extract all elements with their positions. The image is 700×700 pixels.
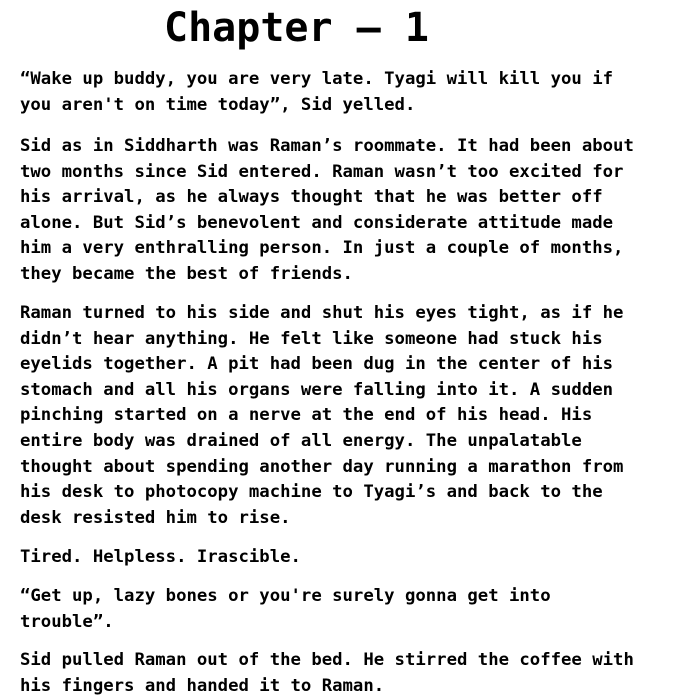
paragraph-5 <box>20 584 690 635</box>
paragraph-line: “Get up, lazy bones or you're surely gonna get into <box>20 586 551 606</box>
paragraph-line: stomach and all his organs were falling into it. A sudden <box>20 379 614 400</box>
paragraph-line: they became the best of friends. <box>20 263 353 284</box>
paragraph-6 <box>20 648 690 699</box>
paragraph-line: didn’t hear anything. He felt like someone had stuck his <box>20 328 603 349</box>
paragraph-line: entire body was drained of all energy. The unpalatable <box>20 430 582 451</box>
paragraph-line: Raman turned to his side and shut his eyes tight, as if he <box>20 303 624 323</box>
paragraph-4 <box>20 545 690 571</box>
paragraph-line: eyelids together. A pit had been dug in the center of his <box>20 354 614 375</box>
paragraph-line: two months since Sid entered. Raman wasn’t too excited for <box>20 161 624 182</box>
paragraph-line: you aren't on time today”, Sid yelled. <box>20 94 416 115</box>
paragraph-line: Sid pulled Raman out of the bed. He stirred the coffee with <box>20 650 634 670</box>
chapter-title: Chapter – 1 <box>164 5 429 51</box>
paragraph-line: desk resisted him to rise. <box>20 507 291 528</box>
paragraph-line: his arrival, as he always thought that he was better off <box>20 187 603 208</box>
paragraph-line: pinching started on a nerve at the end of his head. His <box>20 405 593 426</box>
paragraph-3 <box>20 301 690 531</box>
paragraph-1 <box>20 67 690 118</box>
paragraph-line: Tired. Helpless. Irascible. <box>20 547 301 567</box>
paragraph-line: his fingers and handed it to Raman. <box>20 675 385 696</box>
paragraph-line: his desk to photocopy machine to Tyagi’s and back to the <box>20 482 603 503</box>
paragraph-line: “Wake up buddy, you are very late. Tyagi will kill you if <box>20 69 614 89</box>
paragraph-line: thought about spending another day running a marathon from <box>20 456 624 477</box>
paragraph-line: trouble”. <box>20 611 114 632</box>
paragraph-line: him a very enthralling person. In just a couple of months, <box>20 238 624 259</box>
paragraph-line: alone. But Sid’s benevolent and considerate attitude made <box>20 212 614 233</box>
paragraph-line: Sid as in Siddharth was Raman’s roommate. It had been about <box>20 136 634 156</box>
paragraph-2 <box>20 134 690 288</box>
